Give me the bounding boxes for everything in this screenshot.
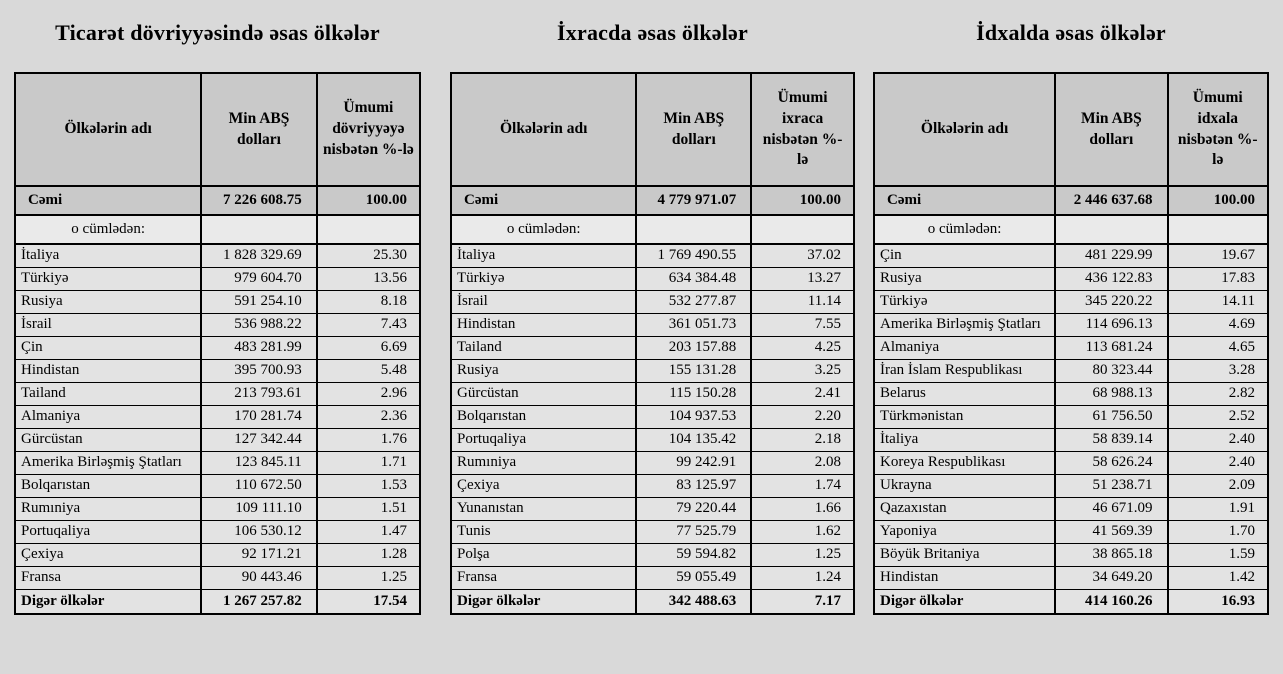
table-row [15,313,420,336]
percent-cell: 1.76 [317,428,420,451]
table-row [451,336,854,359]
value-cell: 979 604.70 [201,267,316,290]
country-cell: Tunis [451,520,636,543]
value-cell [201,215,316,244]
country-cell: Rusiya [15,290,201,313]
table-row [15,428,420,451]
country-cell: Tailand [15,382,201,405]
trade-turnover-table-body [15,186,420,614]
percent-cell: 1.91 [1168,497,1268,520]
value-cell [1055,215,1167,244]
percent-cell: 2.40 [1168,451,1268,474]
country-cell: Belarus [874,382,1055,405]
percent-cell: 16.93 [1168,589,1268,614]
table-row [874,244,1268,267]
table-row [451,566,854,589]
table-row [15,474,420,497]
country-cell: Ukrayna [874,474,1055,497]
country-cell: Koreya Respublikası [874,451,1055,474]
value-cell: 127 342.44 [201,428,316,451]
table-row [15,267,420,290]
header-row [451,73,854,186]
country-cell: Çin [874,244,1055,267]
country-cell: Qazaxıstan [874,497,1055,520]
table-row [451,520,854,543]
country-cell: Amerika Birləşmiş Ştatları [15,451,201,474]
percent-cell: 11.14 [751,290,854,313]
value-cell: 46 671.09 [1055,497,1167,520]
table-row [874,359,1268,382]
percent-cell: 2.52 [1168,405,1268,428]
table-row [15,405,420,428]
imports-section [873,0,1269,615]
country-cell: Hindistan [874,566,1055,589]
subheader-row [451,215,854,244]
country-cell: İsrail [451,290,636,313]
percent-cell: 2.09 [1168,474,1268,497]
value-cell: 591 254.10 [201,290,316,313]
value-cell: 395 700.93 [201,359,316,382]
value-cell: 38 865.18 [1055,543,1167,566]
table-row [451,451,854,474]
percent-cell: 6.69 [317,336,420,359]
percent-cell: 4.25 [751,336,854,359]
table-row [874,520,1268,543]
percent-cell: 7.43 [317,313,420,336]
country-cell: Çexiya [15,543,201,566]
percent-cell: 1.24 [751,566,854,589]
percent-cell: 2.96 [317,382,420,405]
country-cell: Cəmi [15,186,201,215]
country-cell: Polşa [451,543,636,566]
country-cell: Portuqaliya [451,428,636,451]
value-cell: 83 125.97 [636,474,751,497]
exports-section [450,0,855,615]
col-header-value: Min ABŞ dolları [636,73,751,186]
percent-cell: 1.53 [317,474,420,497]
value-cell: 80 323.44 [1055,359,1167,382]
country-cell: İsrail [15,313,201,336]
value-cell: 79 220.44 [636,497,751,520]
percent-cell: 1.70 [1168,520,1268,543]
value-cell: 414 160.26 [1055,589,1167,614]
table-row [15,336,420,359]
value-cell: 90 443.46 [201,566,316,589]
value-cell: 115 150.28 [636,382,751,405]
percent-cell: 100.00 [317,186,420,215]
value-cell: 61 756.50 [1055,405,1167,428]
table-row [451,290,854,313]
exports-table [450,72,855,615]
value-cell: 203 157.88 [636,336,751,359]
value-cell: 1 267 257.82 [201,589,316,614]
subheader-row [874,215,1268,244]
value-cell: 104 937.53 [636,405,751,428]
percent-cell: 7.55 [751,313,854,336]
subheader-row [15,215,420,244]
percent-cell [751,215,854,244]
value-cell: 58 839.14 [1055,428,1167,451]
percent-cell: 1.28 [317,543,420,566]
table-row [451,382,854,405]
table-row [15,520,420,543]
country-cell: o cümlədən: [15,215,201,244]
table-row [15,451,420,474]
country-cell: Almaniya [15,405,201,428]
value-cell: 155 131.28 [636,359,751,382]
percent-cell: 1.66 [751,497,854,520]
country-cell: Yunanıstan [451,497,636,520]
value-cell: 58 626.24 [1055,451,1167,474]
value-cell: 41 569.39 [1055,520,1167,543]
other-countries-row [451,589,854,614]
percent-cell: 2.82 [1168,382,1268,405]
table-row [15,566,420,589]
table-row [15,290,420,313]
col-header-country: Ölkələrin adı [874,73,1055,186]
table-row [874,382,1268,405]
country-cell: Digər ölkələr [15,589,201,614]
percent-cell: 17.83 [1168,267,1268,290]
value-cell: 483 281.99 [201,336,316,359]
percent-cell: 1.25 [751,543,854,566]
percent-cell: 1.42 [1168,566,1268,589]
table-row [451,474,854,497]
table-row [874,451,1268,474]
percent-cell: 2.36 [317,405,420,428]
country-cell: Digər ölkələr [874,589,1055,614]
percent-cell: 3.28 [1168,359,1268,382]
percent-cell: 1.59 [1168,543,1268,566]
country-cell: Fransa [451,566,636,589]
table-row [874,566,1268,589]
col-header-country: Ölkələrin adı [451,73,636,186]
country-cell: Fransa [15,566,201,589]
trade-turnover-table [14,72,421,615]
country-cell: o cümlədən: [451,215,636,244]
percent-cell: 100.00 [751,186,854,215]
country-cell: Türkmənistan [874,405,1055,428]
value-cell: 170 281.74 [201,405,316,428]
value-cell: 104 135.42 [636,428,751,451]
table-row [15,244,420,267]
percent-cell: 3.25 [751,359,854,382]
value-cell: 361 051.73 [636,313,751,336]
percent-cell: 37.02 [751,244,854,267]
value-cell: 106 530.12 [201,520,316,543]
country-cell: Bolqarıstan [451,405,636,428]
country-cell: Bolqarıstan [15,474,201,497]
table-row [874,405,1268,428]
percent-cell: 8.18 [317,290,420,313]
country-cell: Rusiya [874,267,1055,290]
table-row [451,313,854,336]
country-cell: Çexiya [451,474,636,497]
col-header-value: Min ABŞ dolları [1055,73,1167,186]
percent-cell: 2.18 [751,428,854,451]
col-header-percent: Ümumi dövriyyəyə nisbətən %-lə [317,73,420,186]
value-cell: 213 793.61 [201,382,316,405]
country-cell: Yaponiya [874,520,1055,543]
value-cell: 114 696.13 [1055,313,1167,336]
value-cell: 436 122.83 [1055,267,1167,290]
table-row [874,313,1268,336]
country-cell: Cəmi [451,186,636,215]
table-row [451,428,854,451]
country-cell: Türkiyə [451,267,636,290]
country-cell: Hindistan [451,313,636,336]
value-cell: 34 649.20 [1055,566,1167,589]
value-cell: 77 525.79 [636,520,751,543]
table-row [15,382,420,405]
other-countries-row [15,589,420,614]
col-header-value: Min ABŞ dolları [201,73,316,186]
country-cell: İran İslam Respublikası [874,359,1055,382]
table-row [15,543,420,566]
value-cell [636,215,751,244]
value-cell: 113 681.24 [1055,336,1167,359]
percent-cell: 2.08 [751,451,854,474]
percent-cell: 17.54 [317,589,420,614]
percent-cell: 1.25 [317,566,420,589]
country-cell: Gürcüstan [451,382,636,405]
percent-cell: 5.48 [317,359,420,382]
col-header-country: Ölkələrin adı [15,73,201,186]
imports-table-body [874,186,1268,614]
country-cell: Hindistan [15,359,201,382]
table-row [874,474,1268,497]
value-cell: 345 220.22 [1055,290,1167,313]
percent-cell: 4.69 [1168,313,1268,336]
percent-cell: 1.51 [317,497,420,520]
percent-cell [317,215,420,244]
trade-turnover-section [14,0,421,615]
country-cell: Tailand [451,336,636,359]
value-cell: 536 988.22 [201,313,316,336]
percent-cell: 2.20 [751,405,854,428]
percent-cell: 1.47 [317,520,420,543]
percent-cell: 2.40 [1168,428,1268,451]
percent-cell: 19.67 [1168,244,1268,267]
value-cell: 123 845.11 [201,451,316,474]
percent-cell: 13.27 [751,267,854,290]
percent-cell: 1.74 [751,474,854,497]
value-cell: 59 055.49 [636,566,751,589]
country-cell: Böyük Britaniya [874,543,1055,566]
exports-table-body [451,186,854,614]
table-row [874,336,1268,359]
col-header-percent: Ümumi idxala nisbətən %-lə [1168,73,1268,186]
header-row [874,73,1268,186]
table-row [874,290,1268,313]
country-cell: Rusiya [451,359,636,382]
value-cell: 342 488.63 [636,589,751,614]
value-cell: 59 594.82 [636,543,751,566]
percent-cell: 14.11 [1168,290,1268,313]
country-cell: Rumıniya [15,497,201,520]
value-cell: 532 277.87 [636,290,751,313]
value-cell: 2 446 637.68 [1055,186,1167,215]
country-cell: Rumıniya [451,451,636,474]
total-row [451,186,854,215]
country-cell: Çin [15,336,201,359]
value-cell: 4 779 971.07 [636,186,751,215]
percent-cell: 7.17 [751,589,854,614]
percent-cell: 2.41 [751,382,854,405]
value-cell: 92 171.21 [201,543,316,566]
imports-table [873,72,1269,615]
table-row [874,543,1268,566]
table-row [451,497,854,520]
value-cell: 110 672.50 [201,474,316,497]
value-cell: 99 242.91 [636,451,751,474]
value-cell: 68 988.13 [1055,382,1167,405]
other-countries-row [874,589,1268,614]
percent-cell: 1.62 [751,520,854,543]
page-title: Ticarət dövriyyəsində əsas ölkələr [55,20,380,45]
value-cell: 1 769 490.55 [636,244,751,267]
table-row [451,405,854,428]
country-cell: Türkiyə [15,267,201,290]
country-cell: Gürcüstan [15,428,201,451]
table-row [451,267,854,290]
col-header-percent: Ümumi ixraca nisbətən %-lə [751,73,854,186]
table-row [451,244,854,267]
country-cell: Portuqaliya [15,520,201,543]
table-row [874,428,1268,451]
value-cell: 109 111.10 [201,497,316,520]
table-row [15,497,420,520]
country-cell: İtaliya [451,244,636,267]
country-cell: İtaliya [15,244,201,267]
country-cell: o cümlədən: [874,215,1055,244]
country-cell: Türkiyə [874,290,1055,313]
table-row [451,543,854,566]
percent-cell: 25.30 [317,244,420,267]
total-row [15,186,420,215]
table-row [874,267,1268,290]
value-cell: 51 238.71 [1055,474,1167,497]
value-cell: 481 229.99 [1055,244,1167,267]
page-title: İxracda əsas ölkələr [557,20,748,45]
total-row [874,186,1268,215]
table-row [874,497,1268,520]
percent-cell: 100.00 [1168,186,1268,215]
table-row [451,359,854,382]
value-cell: 7 226 608.75 [201,186,316,215]
value-cell: 1 828 329.69 [201,244,316,267]
country-cell: Digər ölkələr [451,589,636,614]
percent-cell: 1.71 [317,451,420,474]
value-cell: 634 384.48 [636,267,751,290]
country-cell: Cəmi [874,186,1055,215]
percent-cell: 13.56 [317,267,420,290]
page-title: İdxalda əsas ölkələr [976,20,1166,45]
country-cell: Amerika Birləşmiş Ştatları [874,313,1055,336]
country-cell: Almaniya [874,336,1055,359]
percent-cell: 4.65 [1168,336,1268,359]
table-row [15,359,420,382]
percent-cell [1168,215,1268,244]
header-row [15,73,420,186]
country-cell: İtaliya [874,428,1055,451]
